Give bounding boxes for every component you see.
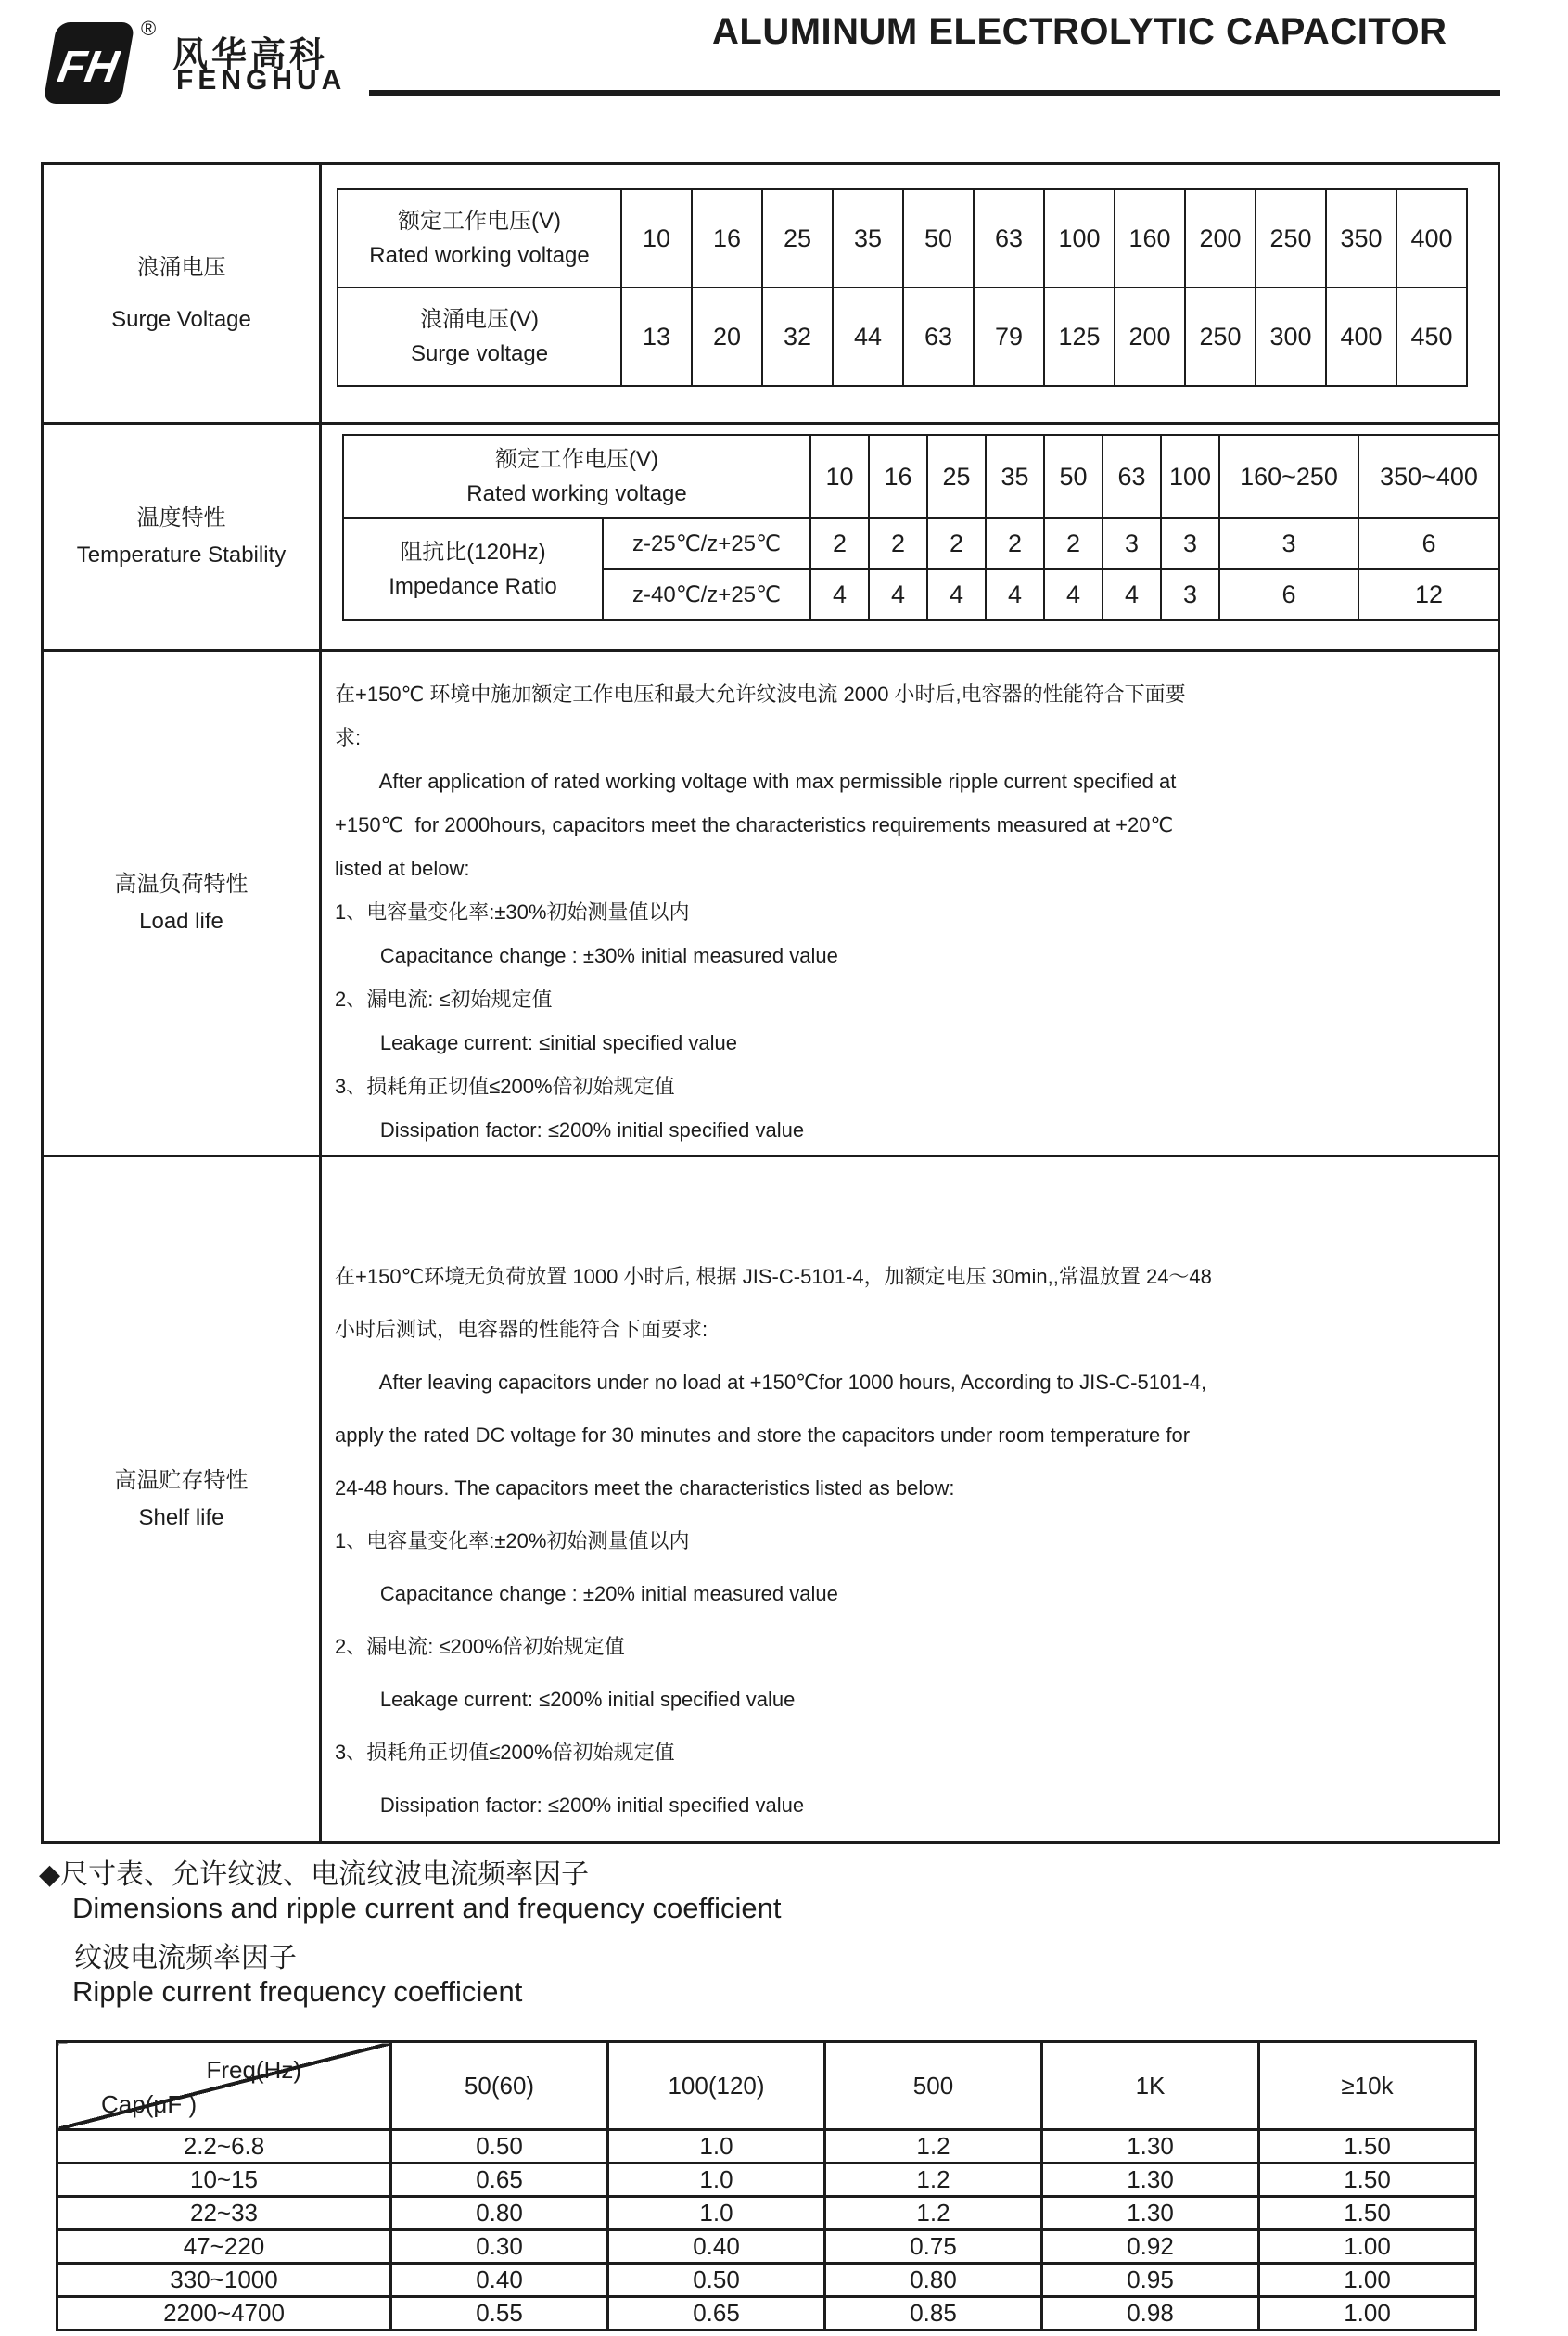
surge-value: 250: [1185, 287, 1256, 386]
surge-voltage-table: [337, 188, 1468, 387]
impedance-value: 3: [1161, 518, 1219, 569]
frequency-coefficient: 0.40: [391, 2264, 608, 2297]
impedance-value: 2: [1044, 518, 1103, 569]
text-line: apply the rated DC voltage for 30 minutes and store the capacitors under room temperature for: [335, 1423, 1191, 1447]
impedance-value: 4: [986, 569, 1044, 620]
frequency-coefficient: 0.95: [1042, 2264, 1259, 2297]
frequency-coefficient: 1.50: [1259, 2130, 1476, 2164]
surge-value: 50: [903, 189, 974, 287]
freq-header: 100(120): [608, 2042, 825, 2130]
impedance-condition: z-25℃/z+25℃: [603, 518, 810, 569]
text-line: 求:: [335, 726, 362, 749]
voltage-range: 63: [1103, 435, 1161, 518]
surge-value: 125: [1044, 287, 1115, 386]
section-subheading-cn: 纹波电流频率因子: [74, 1943, 297, 1973]
surge-value: 44: [833, 287, 903, 386]
surge-voltage-cell: [321, 164, 1499, 424]
surge-value: 25: [762, 189, 833, 287]
frequency-coefficient: 0.92: [1042, 2230, 1259, 2264]
ripple-data-row: [57, 2264, 1476, 2297]
surge-table-row: [338, 189, 1467, 287]
text-line: After leaving capacitors under no load at +150℃for 1000 hours, According to JIS-C-5101-4,: [335, 1371, 1207, 1394]
frequency-coefficient: 1.2: [825, 2164, 1042, 2197]
text-line: 24-48 hours. The capacitors meet the characteristics listed as below:: [335, 1476, 955, 1500]
frequency-coefficient: 1.00: [1259, 2297, 1476, 2330]
surge-row-label: 额定工作电压(V) Rated working voltage: [338, 189, 621, 287]
text-line: Dissipation factor: ≤200% initial specified value: [335, 1118, 805, 1142]
voltage-range: 35: [986, 435, 1044, 518]
impedance-value: 4: [1103, 569, 1161, 620]
impedance-condition: z-40℃/z+25℃: [603, 569, 810, 620]
text-line: 在+150℃环境无负荷放置 1000 小时后, 根据 JIS-C-5101-4，加额定电压 30min,,常温放置 24～48: [335, 1265, 1212, 1288]
frequency-coefficient: 1.30: [1042, 2164, 1259, 2197]
voltage-range: 100: [1161, 435, 1219, 518]
text-line: After application of rated working voltage with max permissible ripple current specified at: [335, 770, 1177, 793]
impedance-value: 4: [869, 569, 927, 620]
registered-trademark-icon: ®: [141, 17, 157, 40]
voltage-range: 160~250: [1219, 435, 1358, 518]
surge-value: 200: [1185, 189, 1256, 287]
header-divider: [369, 90, 1500, 96]
frequency-coefficient: 0.50: [608, 2264, 825, 2297]
text-line: 1、电容量变化率:±30%初始测量值以内: [335, 900, 690, 924]
voltage-range: 350~400: [1358, 435, 1499, 518]
impedance-value: 4: [1044, 569, 1103, 620]
text-line: 3、损耗角正切值≤200%倍初始规定值: [335, 1075, 675, 1098]
impedance-value: 2: [986, 518, 1044, 569]
surge-value: 300: [1256, 287, 1326, 386]
ripple-data-row: [57, 2164, 1476, 2197]
impedance-ratio-table: [342, 434, 1500, 621]
voltage-range: 50: [1044, 435, 1103, 518]
cap-range: 2.2~6.8: [57, 2130, 391, 2164]
surge-value: 79: [974, 287, 1044, 386]
surge-value: 32: [762, 287, 833, 386]
surge-value: 400: [1396, 189, 1467, 287]
frequency-coefficient: 0.40: [608, 2230, 825, 2264]
frequency-coefficient: 1.30: [1042, 2130, 1259, 2164]
cap-axis-label: Cap(μF ): [101, 2090, 198, 2118]
voltage-range: 16: [869, 435, 927, 518]
frequency-coefficient: 1.0: [608, 2197, 825, 2230]
text-line: Dissipation factor: ≤200% initial specified value: [335, 1793, 805, 1817]
section-heading-cn: ◆尺寸表、允许纹波、电流纹波电流频率因子: [39, 1859, 590, 1890]
freq-header: 500: [825, 2042, 1042, 2130]
surge-table-row: [338, 287, 1467, 386]
spec-table: [41, 162, 1500, 1844]
impedance-value: 4: [927, 569, 986, 620]
text-line: Capacitance change : ±30% initial measured value: [335, 944, 838, 967]
load-life-text: [322, 652, 1498, 1152]
svg-text:FH: FH: [54, 42, 122, 92]
section-subheading-en: Ripple current frequency coefficient: [72, 1975, 523, 2008]
freq-axis-label: Freq(Hz): [206, 2056, 301, 2084]
frequency-coefficient: 0.98: [1042, 2297, 1259, 2330]
text-line: 2、漏电流: ≤200%倍初始规定值: [335, 1635, 625, 1658]
shelf-life-cell: [321, 1156, 1499, 1843]
shelf-life-text: [322, 1157, 1498, 1832]
surge-value: 35: [833, 189, 903, 287]
text-line: 小时后测试，电容器的性能符合下面要求:: [335, 1318, 708, 1341]
page-title: ALUMINUM ELECTROLYTIC CAPACITOR: [712, 11, 1447, 52]
text-line: 1、电容量变化率:±20%初始测量值以内: [335, 1529, 690, 1552]
surge-value: 400: [1326, 287, 1396, 386]
temperature-stability-row: [43, 424, 1499, 651]
frequency-coefficient: 1.50: [1259, 2197, 1476, 2230]
freq-header: 50(60): [391, 2042, 608, 2130]
fenghua-logo-icon: [37, 20, 137, 106]
impedance-value: 2: [810, 518, 869, 569]
surge-value: 63: [903, 287, 974, 386]
frequency-coefficient: 0.75: [825, 2230, 1042, 2264]
text-line: Leakage current: ≤200% initial specified value: [335, 1688, 796, 1711]
frequency-coefficient: 0.30: [391, 2230, 608, 2264]
text-line: 在+150℃ 环境中施加额定工作电压和最大允许纹波电流 2000 小时后,电容器的性能符合下面要: [335, 683, 1186, 706]
frequency-coefficient: 1.0: [608, 2164, 825, 2197]
text-line: Capacitance change : ±20% initial measured value: [335, 1582, 838, 1605]
ripple-data-row: [57, 2130, 1476, 2164]
temperature-stability-label: 温度特性 Temperature Stability: [43, 424, 321, 651]
cap-range: 22~33: [57, 2197, 391, 2230]
frequency-coefficient: 0.65: [391, 2164, 608, 2197]
impedance-value: 6: [1358, 518, 1499, 569]
voltage-range: 10: [810, 435, 869, 518]
impedance-ratio-row: [343, 518, 1499, 569]
impedance-ratio-label: 阻抗比(120Hz) Impedance Ratio: [343, 518, 603, 620]
frequency-coefficient: 1.2: [825, 2197, 1042, 2230]
ripple-header-row: [57, 2042, 1476, 2130]
load-life-cell: [321, 651, 1499, 1156]
frequency-coefficient: 1.00: [1259, 2264, 1476, 2297]
rated-voltage-header-row: [343, 435, 1499, 518]
text-line: 2、漏电流: ≤初始规定值: [335, 988, 553, 1011]
temperature-stability-cell: [321, 424, 1499, 651]
surge-value: 200: [1115, 287, 1185, 386]
shelf-life-label: 高温贮存特性 Shelf life: [43, 1156, 321, 1843]
frequency-coefficient: 1.2: [825, 2130, 1042, 2164]
brand-name-cn: 风华高科: [172, 36, 329, 75]
ripple-coefficient-table: [56, 2040, 1477, 2331]
rated-voltage-header: 额定工作电压(V) Rated working voltage: [343, 435, 810, 518]
impedance-value: 12: [1358, 569, 1499, 620]
surge-value: 13: [621, 287, 692, 386]
surge-value: 10: [621, 189, 692, 287]
frequency-coefficient: 0.85: [825, 2297, 1042, 2330]
cap-range: 10~15: [57, 2164, 391, 2197]
load-life-row: [43, 651, 1499, 1156]
surge-voltage-row: [43, 164, 1499, 424]
frequency-coefficient: 0.80: [825, 2264, 1042, 2297]
text-line: +150℃ for 2000hours, capacitors meet the characteristics requirements measured at +20℃: [335, 813, 1174, 836]
surge-value: 16: [692, 189, 762, 287]
cap-range: 2200~4700: [57, 2297, 391, 2330]
surge-value: 450: [1396, 287, 1467, 386]
shelf-life-row: [43, 1156, 1499, 1843]
frequency-coefficient: 0.65: [608, 2297, 825, 2330]
impedance-value: 6: [1219, 569, 1358, 620]
section-heading-en: Dimensions and ripple current and frequency coefficient: [72, 1892, 782, 1924]
frequency-coefficient: 0.80: [391, 2197, 608, 2230]
cap-range: 47~220: [57, 2230, 391, 2264]
text-line: Leakage current: ≤initial specified value: [335, 1031, 737, 1054]
frequency-coefficient: 0.55: [391, 2297, 608, 2330]
surge-value: 160: [1115, 189, 1185, 287]
freq-header: 1K: [1042, 2042, 1259, 2130]
freq-header: ≥10k: [1259, 2042, 1476, 2130]
frequency-coefficient: 1.0: [608, 2130, 825, 2164]
surge-value: 20: [692, 287, 762, 386]
impedance-value: 4: [810, 569, 869, 620]
ripple-data-row: [57, 2297, 1476, 2330]
impedance-value: 3: [1219, 518, 1358, 569]
frequency-coefficient: 0.50: [391, 2130, 608, 2164]
surge-voltage-label: 浪涌电压 Surge Voltage: [43, 164, 321, 424]
impedance-value: 3: [1103, 518, 1161, 569]
brand-name-en: FENGHUA: [176, 65, 347, 96]
cap-range: 330~1000: [57, 2264, 391, 2297]
ripple-data-row: [57, 2230, 1476, 2264]
text-line: listed at below:: [335, 857, 470, 880]
surge-value: 63: [974, 189, 1044, 287]
impedance-value: 2: [927, 518, 986, 569]
frequency-coefficient: 1.50: [1259, 2164, 1476, 2197]
surge-value: 250: [1256, 189, 1326, 287]
ripple-data-row: [57, 2197, 1476, 2230]
freq-cap-corner-cell: [57, 2042, 391, 2130]
impedance-value: 3: [1161, 569, 1219, 620]
impedance-value: 2: [869, 518, 927, 569]
surge-value: 100: [1044, 189, 1115, 287]
load-life-label: 高温负荷特性 Load life: [43, 651, 321, 1156]
frequency-coefficient: 1.30: [1042, 2197, 1259, 2230]
surge-row-label: 浪涌电压(V) Surge voltage: [338, 287, 621, 386]
voltage-range: 25: [927, 435, 986, 518]
text-line: 3、损耗角正切值≤200%倍初始规定值: [335, 1741, 675, 1764]
surge-value: 350: [1326, 189, 1396, 287]
frequency-coefficient: 1.00: [1259, 2230, 1476, 2264]
